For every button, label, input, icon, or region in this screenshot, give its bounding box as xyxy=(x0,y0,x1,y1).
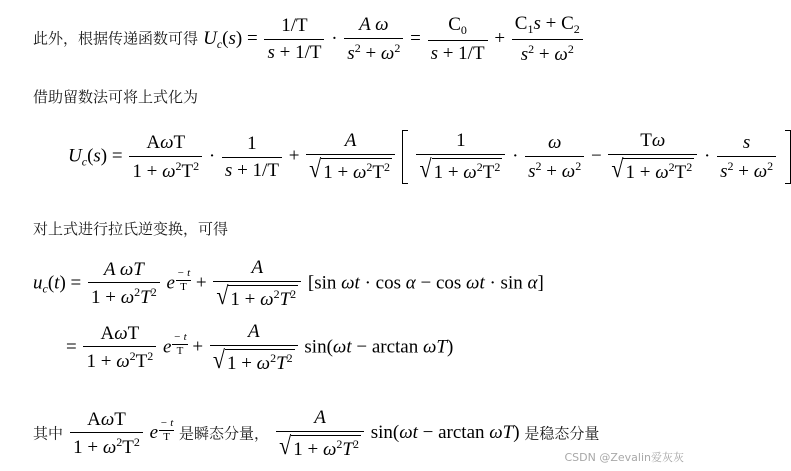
label-qizhong: 其中 xyxy=(33,424,64,443)
equation-transient: $\frac{\text{AωT}}{1 + \omega^2T^2}$ e $\frac{- t}{T}$ xyxy=(68,422,179,443)
label-transient: 是瞬态分量， xyxy=(179,424,270,443)
label-steady-state: 是稳态分量 xyxy=(524,424,600,443)
intro-text-3: 对上式进行拉氏逆变换，可得 xyxy=(33,220,229,238)
csdn-watermark: CSDN @Zevalin爱灰灰 xyxy=(564,451,684,464)
equation-inverse-laplace-1: $u_c(t)$ = $\frac{\text{A ωT}}{1 + \omega^2T^2}$ e $\frac{- t}{T}$ + A √ $1 + \omega^2T^2$ [sin ωt · cos α − cos ωt · sin α] xyxy=(33,257,544,310)
equation-steady-state: A √ $1 + \omega^2T^2$ sin(ωt − arctan ωT) xyxy=(274,422,524,443)
equation-residue-expansion: $U_c(s)$ = $\frac{\text{AωT}}{1 + \omega^2T^2}$ · $\frac{1}{s + 1/T}$ + A √ $1 + \omega^2T^2$ 1 √ $1 + \omega^2T^2$ · $\frac{\omega}{s^2 + \omega^2}$ − Tω √ $1 + \omega^2T^2$ · $\frac{s}{s^2 + \omega^2}$ xyxy=(68,130,791,184)
intro-text-1: 此外，根据传递函数可得 xyxy=(33,29,199,48)
equation-uc-s-definition: $U_c(s)$ = $\frac{1/T}{s + 1/T}$ · $\frac{\text{A ω}}{s^2 + \omega^2}$ = $\frac{C_0}{s + 1/T}$ + $\frac{C_1s + C_2}{s^2 + \omega^2}$ xyxy=(203,28,585,49)
equation-line-components xyxy=(33,408,599,460)
equation-inverse-laplace-2: = $\frac{\text{AωT}}{1 + \omega^2T^2}$ e $\frac{- t}{T}$ + A √ $1 + \omega^2T^2$ sin(ωt − arctan ωT) xyxy=(66,321,454,374)
equation-line-1 xyxy=(33,14,585,65)
intro-text-2: 借助留数法可将上式化为 xyxy=(33,88,199,106)
